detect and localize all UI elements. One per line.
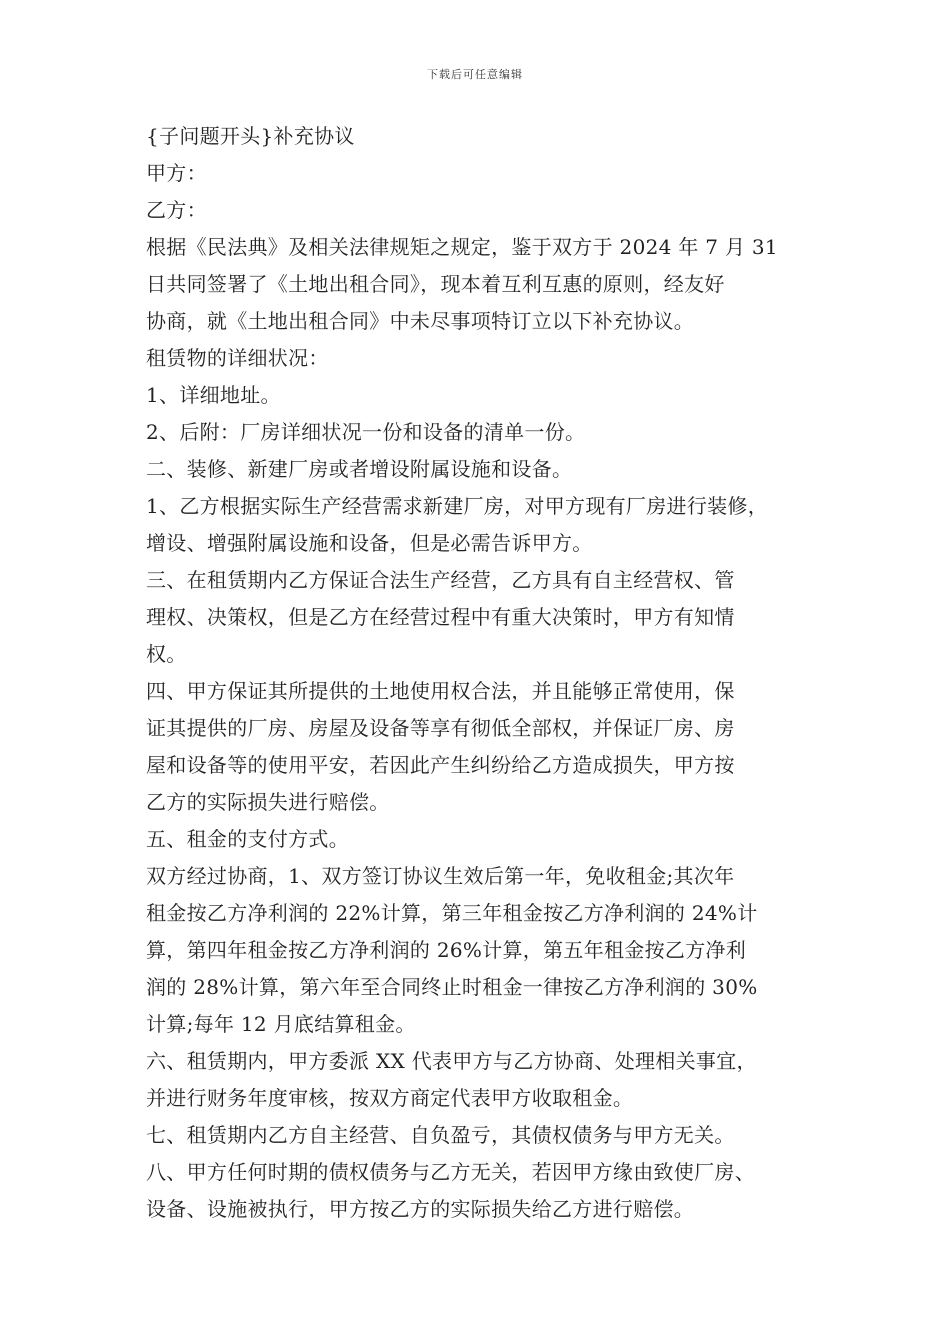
body-line: 双方经过协商，1、双方签订协议生效后第一年，免收租金;其次年 (146, 864, 735, 888)
section-heading: 六、租赁期内，甲方委派 XX 代表甲方与乙方协商、处理相关事宜， (146, 1049, 757, 1073)
body-line: 设备、设施被执行，甲方按乙方的实际损失给乙方进行赔偿。 (146, 1197, 695, 1221)
body-line: 证其提供的厂房、房屋及设备等享有彻低全部权，并保证厂房、房 (146, 716, 735, 740)
body-line: 增设、增强附属设施和设备，但是必需告诉甲方。 (146, 531, 593, 555)
page-header: 下载后可任意编辑 (427, 68, 523, 81)
body-line: 乙方的实际损失进行赔偿。 (146, 790, 390, 814)
section-heading: 八、甲方任何时期的债权债务与乙方无关，若因甲方缘由致使厂房、 (146, 1160, 755, 1184)
body-line: 协商，就《土地出租合同》中未尽事项特订立以下补充协议。 (146, 309, 695, 333)
body-line: 并进行财务年度审核，按双方商定代表甲方收取租金。 (146, 1086, 634, 1110)
body-line: 日共同签署了《土地出租合同》，现本着互利互惠的原则，经友好 (146, 272, 725, 296)
body-line: 计算;每年 12 月底结算租金。 (146, 1012, 416, 1036)
body-line: 理权、决策权，但是乙方在经营过程中有重大决策时，甲方有知情 (146, 605, 735, 629)
body-line: 算，第四年租金按乙方净利润的 26%计算，第五年租金按乙方净利 (146, 938, 747, 962)
body-line: 1、详细地址。 (146, 383, 281, 407)
section-heading: 五、租金的支付方式。 (146, 827, 349, 851)
body-line: 权。 (146, 642, 187, 666)
section-heading: 二、装修、新建厂房或者增设附属设施和设备。 (146, 457, 573, 481)
body-line: 根据《民法典》及相关法律规矩之规定，鉴于双方于 2024 年 7 月 31 (146, 235, 778, 259)
party-b-line: 乙方： (146, 198, 207, 222)
body-line: 租赁物的详细状况： (146, 346, 329, 370)
document-title: {子问题开头}补充协议 (146, 124, 355, 148)
body-line: 租金按乙方净利润的 22%计算，第三年租金按乙方净利润的 24%计 (146, 901, 758, 925)
body-line: 2、后附：厂房详细状况一份和设备的清单一份。 (146, 420, 586, 444)
body-line: 屋和设备等的使用平安，若因此产生纠纷给乙方造成损失，甲方按 (146, 753, 735, 777)
body-line: 润的 28%计算，第六年至合同终止时租金一律按乙方净利润的 30% (146, 975, 758, 999)
section-heading: 七、租赁期内乙方自主经营、自负盈亏，其债权债务与甲方无关。 (146, 1123, 735, 1147)
section-heading: 四、甲方保证其所提供的土地使用权合法，并且能够正常使用，保 (146, 679, 735, 703)
document-body (146, 118, 816, 1228)
body-line: 1、乙方根据实际生产经营需求新建厂房，对甲方现有厂房进行装修， (146, 494, 769, 518)
section-heading: 三、在租赁期内乙方保证合法生产经营，乙方具有自主经营权、管 (146, 568, 735, 592)
party-a-line: 甲方： (146, 161, 207, 185)
